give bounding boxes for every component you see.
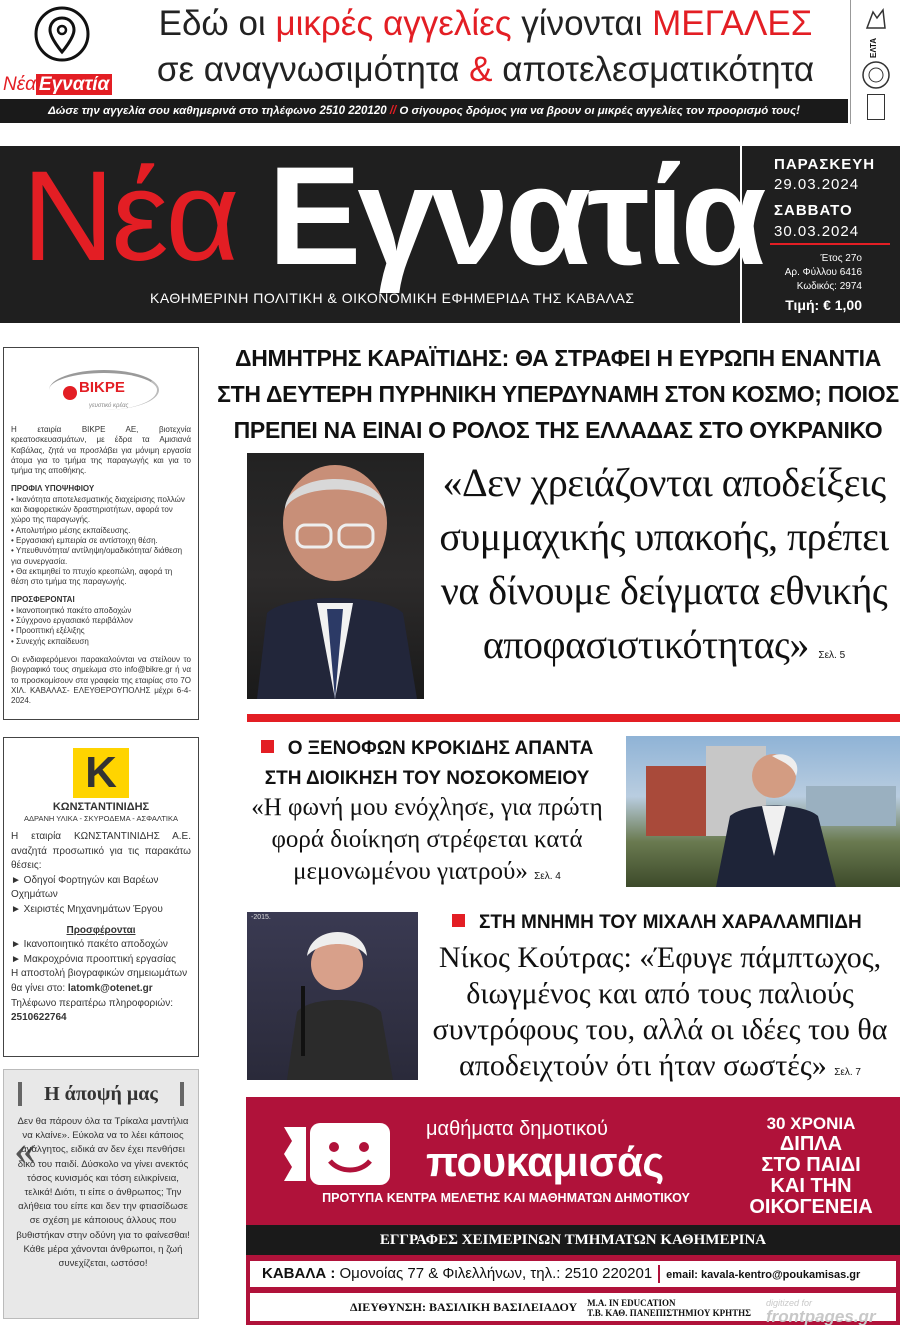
photo-caption: -2015. xyxy=(251,914,271,921)
watermark: digitized for frontpages.gr xyxy=(766,1298,876,1325)
quote-mark-icon: « xyxy=(14,1125,36,1174)
vikre-outro: Οι ενδιαφερόμενοι παρακαλούνται να στείλουν το βιογραφικό τους σημείωμα στο info@bikre.gr ή να το προσκομίσουν στα γραφεία της εταιρίας στο 7Ο ΧΙΛ. ΚΑΒΑΛΑΣ- ΕΛΕΥΘΕΡΟΥΠΟΛΗΣ μέχρι 6-4-2024. xyxy=(11,654,191,706)
list-item: ► Οδηγοί Φορτηγών και Βαρέων Οχημάτων xyxy=(11,874,159,901)
price: Τιμή: € 1,00 xyxy=(785,297,862,313)
list-item: • Προοπτική εξέλιξης xyxy=(11,626,85,636)
logo-egnatia: Εγνατία xyxy=(268,137,763,294)
banner-phone-strip: Δώσε την αγγελία σου καθημερινά στο τηλέφωνο 2510 220120 // Ο σίγουρος δρόμος για να βρουν οι μικρές αγγελίες τον προορισμό τους! xyxy=(0,99,848,123)
ad-address-strip: ΚΑΒΑΛΑ : Ομονοίας 77 & Φιλελλήνων, τηλ.: 2510 220201 email: kavala-kentro@poukamisas.gr xyxy=(250,1261,896,1287)
ad-line-1: μαθήματα δημοτικού xyxy=(426,1118,608,1140)
story3-quote: Νίκος Κούτρας: «Έφυγε πάμπτωχος, διωγμένος και από τους παλιούς συντρόφους του, αλλά οι ιδέες του θα αποδειχτούν ότι ήταν σωστές» Σελ. 7 xyxy=(432,941,888,1082)
main-headline-line-1: ΔΗΜΗΤΡΗΣ ΚΑΡΑΪΤΙΔΗΣ: ΘΑ ΣΤΡΑΦΕΙ Η ΕΥΡΩΠΗ ΕΝΑΝΤΙΑ xyxy=(234,345,882,371)
list-item: • Υπευθυνότητα/ αντίληψη/ομαδικότητα/ διάθεση για συνεργασία. xyxy=(11,546,183,566)
postage-box xyxy=(850,0,900,124)
banner-tagline-1: Εδώ οι μικρές αγγελίες γίνονται ΜΕΓΑΛΕΣ xyxy=(158,4,813,43)
year: Έτος 27ο xyxy=(820,253,862,264)
list-item: • Ικανοποιητικό πακέτο αποδοχών xyxy=(11,605,132,615)
list-item: • Θα εκτιμηθεί το πτυχίο κρεοπώλη, αφορά τη θέση στο τμήμα της παραγωγής. xyxy=(11,566,173,587)
list-item: • Σύγχρονο εργασιακό περιβάλλον xyxy=(11,616,133,626)
page-ref: Σελ. 5 xyxy=(818,650,846,661)
main-quote: «Δεν χρειάζονται αποδείξεις συμμαχικής υπακοής, πρέπει να δίνουμε δείγματα εθνικής αποφασιστικότητας» Σελ. 5 xyxy=(439,460,889,667)
konst-tel: 2510622764 xyxy=(11,1012,67,1024)
ad-brand: πουκαμισάς xyxy=(426,1138,664,1185)
main-headline-line-2: ΣΤΗ ΔΕΥΤΕΡΗ ΠΥΡΗΝΙΚΗ ΥΠΕΡΔΥΝΑΜΗ ΣΤΟΝ ΚΟΣΜΟ; ΠΟΙΟΣ xyxy=(217,381,899,407)
konstantinidis-sub: ΑΔΡΑΝΗ ΥΛΙΚΑ - ΣΚΥΡΟΔΕΜΑ - ΑΣΦΑΛΤΙΚΑ xyxy=(24,814,178,823)
list-item: • Απολυτήριο μέσης εκπαίδευσης. xyxy=(11,525,131,535)
konst-email: latomk@otenet.gr xyxy=(67,982,153,994)
masthead-subtitle: ΚΑΘΗΜΕΡΙΝΗ ΠΟΛΙΤΙΚΗ & ΟΙΚΟΝΟΜΙΚΗ ΕΦΗΜΕΡΙΔΑ ΤΗΣ ΚΑΒΑΛΑΣ xyxy=(150,290,635,306)
main-headline-line-3: ΠΡΕΠΕΙ ΝΑ ΕΙΝΑΙ Ο ΡΟΛΟΣ ΤΗΣ ΕΛΛΑΔΑΣ ΣΤΟ ΟΥΚΡΑΝΙΚΟ xyxy=(233,417,883,443)
ad-line-3: ΠΡΟΤΥΠΑ ΚΕΝΤΡΑ ΜΕΛΕΤΗΣ ΚΑΙ ΜΑΘΗΜΑΤΩΝ ΔΗΜΟΤΙΚΟΥ xyxy=(322,1191,690,1205)
classifieds-banner xyxy=(0,0,900,124)
logo-nea: Νέα xyxy=(22,145,237,288)
konst-tel-label: Τηλέφωνο περαιτέρω πληροφοριών: xyxy=(11,997,174,1009)
page-ref: Σελ. 4 xyxy=(534,871,561,882)
vikre-job-ad xyxy=(3,347,199,720)
vikre-offer-title: ΠΡΟΣΦΕΡΟΝΤΑΙ xyxy=(11,595,75,605)
konstantinidis-name: ΚΩΝΣΤΑΝΤΙΝΙΔΗΣ xyxy=(52,801,150,813)
list-item: ► Χειριστές Μηχανημάτων Έργου xyxy=(11,903,163,915)
ad-enrollment-strip: ΕΓΓΡΑΦΕΣ ΧΕΙΜΕΡΙΝΩΝ ΤΜΗΜΑΤΩΝ ΚΑΘΗΜΕΡΙΝΑ xyxy=(246,1225,900,1255)
vikre-intro: Η εταιρία ΒΙΚΡΕ ΑΕ, βιοτεχνία κρεατοσκευασμάτων, με έδρα τα Αμισιανά Καβάλας, ζητά να προσλάβει για μόνιμη εργασία άτομα για το τμήμα της παραγωγής και για το τμήμα της αποθήκης. xyxy=(11,425,191,476)
permit-box xyxy=(867,94,885,120)
list-item: ► Μακροχρόνια προοπτική εργασίας xyxy=(11,953,176,965)
smiley-screen-icon xyxy=(276,1117,396,1192)
konstantinidis-logo: Κ xyxy=(73,748,129,798)
konstantinidis-job-ad xyxy=(3,737,199,1057)
konst-offer-title: Προσφέρονται xyxy=(66,924,136,936)
elta-logo-icon xyxy=(863,6,889,32)
karaitidis-photo xyxy=(247,453,424,699)
banner-tagline-2: σε αναγνωσιμότητα & αποτελεσματικότητα xyxy=(156,50,815,89)
opinion-title: Η άποψή μας xyxy=(18,1082,184,1106)
mini-logo: Νέα Εγνατία xyxy=(0,72,124,98)
story2-quote: «Η φωνή μου ενόχλησε, για πρώτη φορά διοίκηση στρέφεται κατά μεμονωμένου γιατρού» Σελ. 4 xyxy=(251,794,603,885)
konst-cv: Η αποστολή βιογραφικών σημειωμάτων θα γίνει στο: latomk@otenet.gr xyxy=(11,968,188,994)
list-item: • Ικανότητα αποτελεσματικής διαχείρισης πολλών και διαφορετικών δραστηριοτήτων, αφορά τον χώρο της παραγωγής. xyxy=(11,494,185,525)
red-square-icon xyxy=(261,740,274,753)
ad-right-text: 30 ΧΡΟΝΙΑ ΔΙΠΛΑ ΣΤΟ ΠΑΙΔΙ ΚΑΙ ΤΗΝ ΟΙΚΟΓΕΝΕΙΑ xyxy=(749,1114,873,1218)
date-panel xyxy=(740,146,900,323)
ad-director-strip: ΔΙΕΥΘΥΝΣΗ: ΒΑΣΙΛΙΚΗ ΒΑΣΙΛΕΙΑΔΟΥ M.A. IN EDUCATION Τ.Β. ΚΑΘ. ΠΑΝΕΠΙΣΤΗΜΙΟΥ ΚΡΗΤΗΣ xyxy=(250,1293,896,1321)
story3-headline: ΣΤΗ ΜΝΗΜΗ ΤΟΥ ΜΙΧΑΛΗ ΧΑΡΑΛΑΜΠΙΔΗ xyxy=(440,908,900,938)
page-ref: Σελ. 7 xyxy=(834,1067,861,1078)
krokidis-photo xyxy=(626,736,900,887)
vikre-profile-title: ΠΡΟΦΙΛ ΥΠΟΨΗΦΙΟΥ xyxy=(11,484,95,494)
poukamisas-ad xyxy=(246,1097,900,1325)
konst-intro: Η εταιρία ΚΩΝΣΤΑΝΤΙΝΙΔΗΣ Α.Ε. αναζητά προσωπικό για τις παρακάτω θέσεις: xyxy=(11,831,191,872)
date-2: 30.03.2024 xyxy=(774,223,860,240)
code: Κωδικός: 2974 xyxy=(796,281,862,292)
opinion-text: Δεν θα πάρουν όλα τα Τρίκαλα μαντήλια να κλαίνε». Εύκολα να το λέει κάποιος ανάλγητος, ειδικά αν δεν έχει πενθήσει δικό του παιδί. Δύσκολο να γίνει ανεκτός τόσος κυνισμός και τόση ειλικρίνεια, τελικά! Διότι, τι είπε ο άνθρωπος; Την αλήθεια του είπε και δεν την φτιασίδωσε σε σχέση με κάποιους άλλους που βυθιστήκαν στην οδύνη για το φαίνεσθαι! Κάθε μέρα χάνονται άνθρωποι, η ζωή συνεχίζεται, ωστόσο! xyxy=(16,1116,190,1270)
vikre-mark-icon xyxy=(63,386,77,400)
location-pin-icon xyxy=(34,6,90,66)
date-rule xyxy=(770,243,890,245)
story2-headline: Ο ΞΕΝΟΦΩΝ ΚΡΟΚΙΔΗΣ ΑΠΑΝΤΑ ΣΤΗ ΔΙΟΙΚΗΣΗ ΤΟΥ ΝΟΣΟΚΟΜΕΙΟΥ xyxy=(232,734,622,794)
date-1: 29.03.2024 xyxy=(774,176,860,193)
stamp-icon xyxy=(861,60,891,90)
red-divider xyxy=(247,714,900,722)
list-item: • Συνεχής εκπαίδευση xyxy=(11,636,89,646)
opinion-column xyxy=(3,1069,199,1319)
day-1: ΠΑΡΑΣΚΕΥΗ xyxy=(774,156,876,173)
day-2: ΣΑΒΒΑΤΟ xyxy=(774,202,853,219)
elta-label: ΕΛΤΑ xyxy=(869,37,878,58)
koutras-photo xyxy=(247,912,418,1080)
list-item: • Εργασιακή εμπειρία σε αντίστοιχη θέση. xyxy=(11,535,158,545)
list-item: ► Ικανοποιητικό πακέτο αποδοχών xyxy=(11,939,168,951)
issue-number: Αρ. Φύλλου 6416 xyxy=(784,267,862,278)
vikre-logo: ΒΙΚΡΕ γευστικό κρέας xyxy=(41,370,161,420)
red-square-icon xyxy=(452,914,465,927)
